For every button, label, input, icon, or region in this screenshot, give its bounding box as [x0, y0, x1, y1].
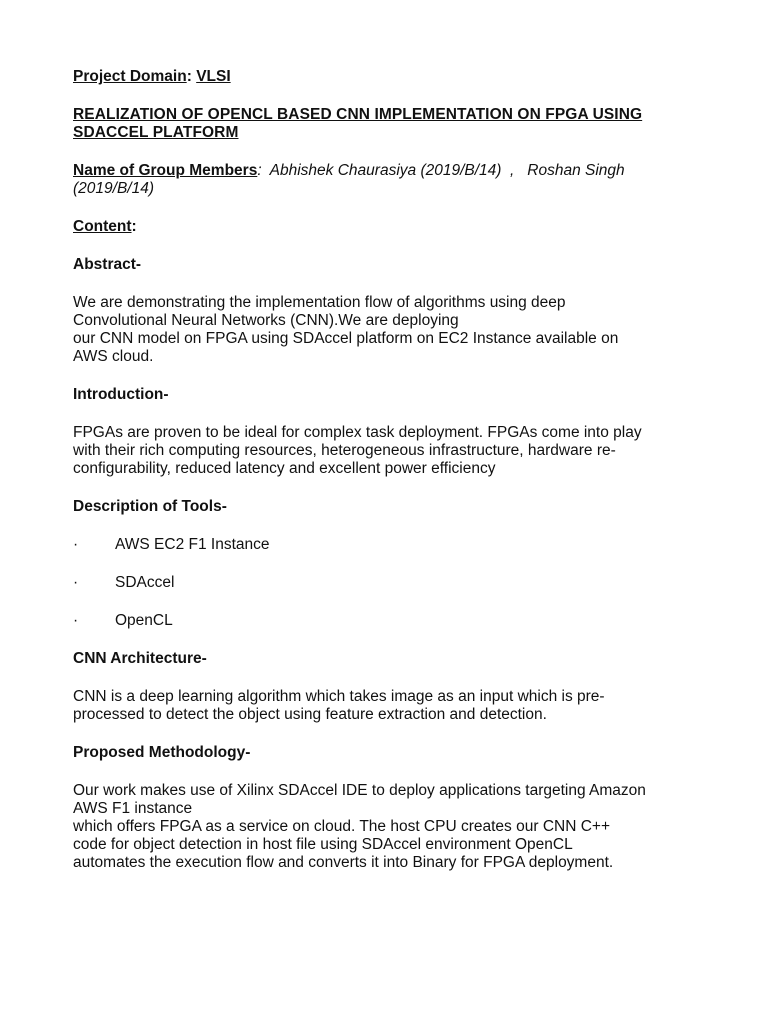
cnn-architecture-paragraph [73, 688, 703, 724]
bullet-icon: · [73, 536, 79, 553]
cnn-line: processed to detect the object using feature extraction and detection. [73, 706, 547, 723]
group-members-label: Name of Group Members [73, 162, 258, 179]
bullet-icon: · [73, 574, 79, 591]
document-content [73, 68, 703, 872]
content-line [73, 218, 703, 236]
introduction-paragraph [73, 424, 703, 478]
methodology-line: automates the execution flow and converts it into Binary for FPGA deployment. [73, 854, 614, 871]
project-domain-line [73, 68, 703, 86]
abstract-line: Convolutional Neural Networks (CNN).We are deploying [73, 312, 459, 329]
tool-list-item [73, 612, 703, 630]
abstract-paragraph [73, 294, 703, 366]
methodology-heading: Proposed Methodology- [73, 744, 251, 761]
introduction-line: FPGAs are proven to be ideal for complex task deployment. FPGAs come into play [73, 424, 642, 441]
tool-name: SDAccel [115, 574, 175, 591]
abstract-line: We are demonstrating the implementation flow of algorithms using deep [73, 294, 566, 311]
methodology-line: Our work makes use of Xilinx SDAccel IDE to deploy applications targeting Amazon [73, 782, 646, 799]
abstract-line: our CNN model on FPGA using SDAccel platform on EC2 Instance available on [73, 330, 619, 347]
abstract-line: AWS cloud. [73, 348, 154, 365]
content-label: Content [73, 218, 132, 235]
tools-heading: Description of Tools- [73, 498, 227, 515]
methodology-line: AWS F1 instance [73, 800, 193, 817]
group-members-line [73, 162, 703, 198]
introduction-line: configurability, reduced latency and excellent power efficiency [73, 460, 496, 477]
abstract-heading: Abstract- [73, 256, 142, 273]
tool-list-item [73, 536, 703, 554]
content-separator: : [131, 218, 137, 235]
tool-list-item [73, 574, 703, 592]
bullet-icon: · [73, 612, 79, 629]
group-members-value: Abhishek Chaurasiya (2019/B/14) , Roshan Singh (2019/B/14) [73, 162, 629, 197]
project-domain-label: Project Domain [73, 68, 187, 85]
tool-name: AWS EC2 F1 Instance [115, 536, 270, 553]
introduction-line: with their rich computing resources, heterogeneous infrastructure, hardware re- [73, 442, 616, 459]
project-domain-value: VLSI [196, 68, 231, 85]
introduction-heading: Introduction- [73, 386, 169, 403]
group-members-separator: : [257, 162, 262, 179]
tool-name: OpenCL [115, 612, 173, 629]
methodology-line: code for object detection in host file using SDAccel environment OpenCL [73, 836, 573, 853]
cnn-line: CNN is a deep learning algorithm which takes image as an input which is pre- [73, 688, 605, 705]
document-title: REALIZATION OF OPENCL BASED CNN IMPLEMENTATION ON FPGA USING SDACCEL PLATFORM [73, 106, 643, 141]
cnn-architecture-heading: CNN Architecture- [73, 650, 207, 667]
methodology-line: which offers FPGA as a service on cloud. The host CPU creates our CNN C++ [73, 818, 610, 835]
methodology-paragraph [73, 782, 703, 872]
project-domain-separator: : [186, 68, 192, 85]
